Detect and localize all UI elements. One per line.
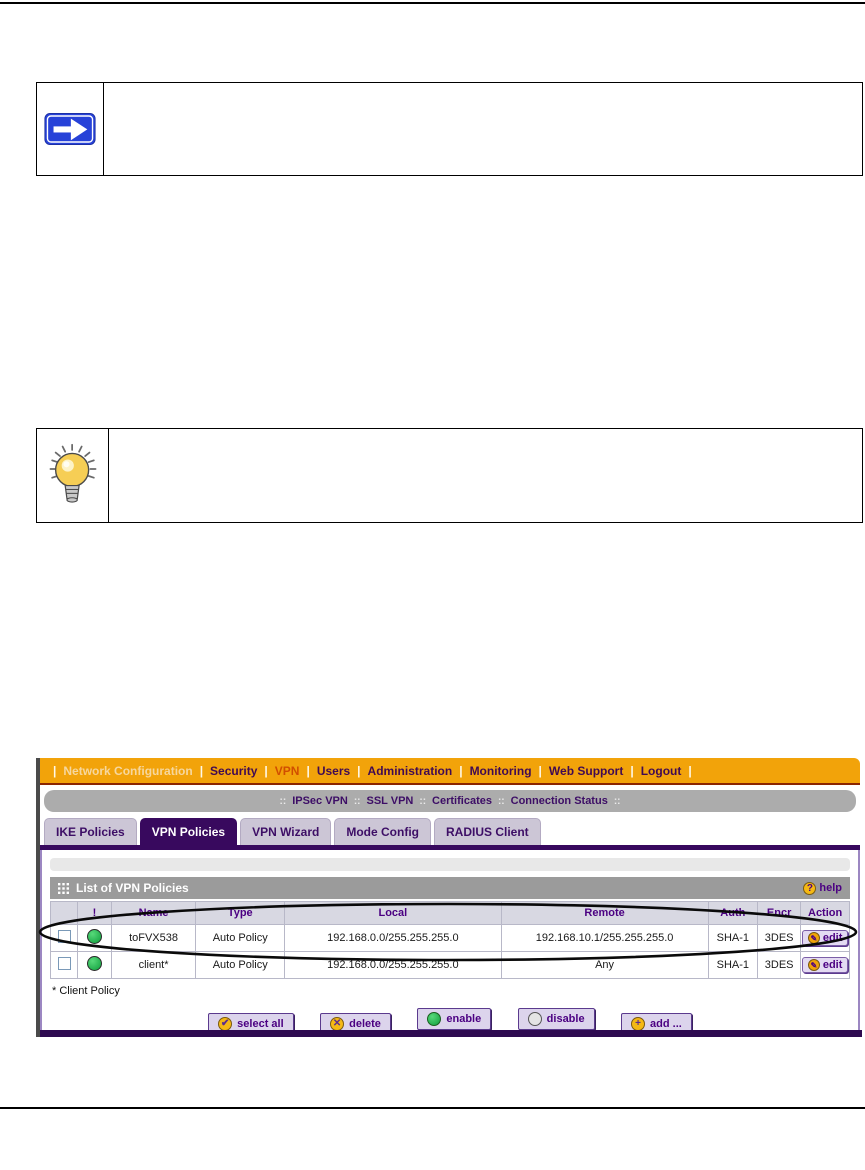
nav-separator: | (264, 763, 268, 778)
cell-local: 192.168.0.0/255.255.255.0 (285, 952, 502, 979)
main-nav-item[interactable]: Administration (367, 763, 453, 778)
status-enabled-icon (87, 956, 102, 971)
help-link[interactable] (803, 882, 842, 895)
nav-separator: | (630, 763, 634, 778)
action-button-icon: + (631, 1017, 645, 1031)
action-button-label: select all (237, 1017, 284, 1030)
nav-separator: | (199, 763, 204, 778)
column-header: Auth (708, 902, 758, 925)
nav-separator: | (306, 763, 310, 778)
tab-bar (44, 818, 541, 845)
cell-local: 192.168.0.0/255.255.255.0 (285, 925, 502, 952)
list-title: List of VPN Policies (76, 881, 189, 895)
row-checkbox[interactable] (58, 930, 71, 943)
help-icon[interactable]: ? (803, 882, 816, 895)
tip-text (109, 429, 862, 522)
column-header: ! (78, 902, 112, 925)
edit-pencil-icon: ✎ (808, 959, 820, 971)
nav-separator: | (357, 763, 361, 778)
empty-status-bar (50, 858, 850, 871)
action-button-icon: ✔ (218, 1017, 232, 1031)
main-nav-item[interactable]: Logout (640, 763, 682, 778)
nav-separator: | (688, 763, 692, 778)
column-header: Remote (501, 902, 708, 925)
grid-icon (58, 883, 69, 894)
main-nav-item[interactable]: VPN (274, 763, 300, 778)
sub-nav-item[interactable]: SSL VPN (366, 795, 414, 807)
main-nav-item[interactable]: Web Support (548, 763, 624, 778)
cell-type: Auto Policy (196, 952, 285, 979)
netgear-ui-screenshot (36, 753, 862, 1037)
edit-pencil-icon: ✎ (808, 932, 820, 944)
tip-callout (36, 428, 863, 523)
main-nav-item[interactable]: Network Configuration (63, 763, 193, 778)
page-top-rule (0, 2, 865, 4)
column-header (51, 902, 78, 925)
tab[interactable]: RADIUS Client (434, 818, 541, 845)
client-policy-footnote: * Client Policy (52, 985, 120, 997)
arrow-right-icon (44, 112, 96, 146)
list-header-bar (50, 877, 850, 899)
sub-nav-item[interactable]: Certificates (432, 795, 492, 807)
vpn-policies-table (50, 901, 850, 979)
row-checkbox[interactable] (58, 957, 71, 970)
cell-auth: SHA-1 (708, 952, 758, 979)
note-icon-cell (37, 83, 104, 175)
cell-name: toFVX538 (111, 925, 196, 952)
nav-separator: | (53, 763, 57, 778)
subnav-separator: :: (497, 795, 505, 807)
action-button[interactable] (518, 1008, 595, 1030)
action-button-icon (528, 1012, 542, 1026)
note-callout (36, 82, 863, 176)
subnav-separator: :: (419, 795, 427, 807)
action-button-label: enable (446, 1013, 482, 1025)
cell-remote: 192.168.10.1/255.255.255.0 (501, 925, 708, 952)
column-header: Type (196, 902, 285, 925)
page-bottom-rule (0, 1107, 865, 1109)
cell-encr: 3DES (758, 925, 801, 952)
help-label[interactable]: help (819, 882, 842, 894)
action-button-label: delete (349, 1017, 381, 1030)
subnav-separator: :: (279, 795, 287, 807)
main-nav-item[interactable]: Security (210, 763, 258, 778)
screenshot-bottom-bar (40, 1030, 862, 1037)
action-button-icon (427, 1012, 441, 1026)
action-button-label: add ... (650, 1017, 682, 1030)
edit-button[interactable] (802, 957, 849, 973)
sub-nav-item[interactable]: Connection Status (510, 795, 608, 807)
content-panel (40, 850, 860, 1030)
note-text (104, 83, 862, 175)
tab[interactable]: Mode Config (334, 818, 431, 845)
column-header: Local (285, 902, 502, 925)
cell-name: client* (111, 952, 196, 979)
nav-separator: | (459, 763, 463, 778)
main-nav-bar (40, 758, 860, 785)
edit-button[interactable] (802, 930, 849, 946)
cell-auth: SHA-1 (708, 925, 758, 952)
main-nav-item[interactable]: Users (316, 763, 351, 778)
lightbulb-icon (45, 443, 101, 509)
tip-icon-cell (37, 429, 109, 522)
action-button-icon: ✕ (330, 1017, 344, 1031)
subnav-separator: :: (353, 795, 361, 807)
column-header: Encr (758, 902, 801, 925)
table-header-row (51, 902, 850, 925)
nav-separator: | (538, 763, 542, 778)
cell-encr: 3DES (758, 952, 801, 979)
edit-label: edit (822, 932, 843, 944)
sub-nav-bar (44, 790, 856, 812)
tab[interactable]: VPN Wizard (240, 818, 331, 845)
main-nav-item[interactable]: Monitoring (469, 763, 532, 778)
action-button[interactable] (417, 1008, 491, 1030)
tab[interactable]: VPN Policies (140, 818, 237, 845)
column-header: Name (111, 902, 196, 925)
table-row (51, 925, 850, 952)
column-header: Action (801, 902, 850, 925)
status-enabled-icon (87, 929, 102, 944)
edit-label: edit (822, 959, 843, 971)
cell-type: Auto Policy (196, 925, 285, 952)
subnav-separator: :: (613, 795, 621, 807)
sub-nav-item[interactable]: IPSec VPN (292, 795, 348, 807)
action-button-label: disable (546, 1013, 585, 1025)
cell-remote: Any (501, 952, 708, 979)
tab[interactable]: IKE Policies (44, 818, 137, 845)
table-row (51, 952, 850, 979)
